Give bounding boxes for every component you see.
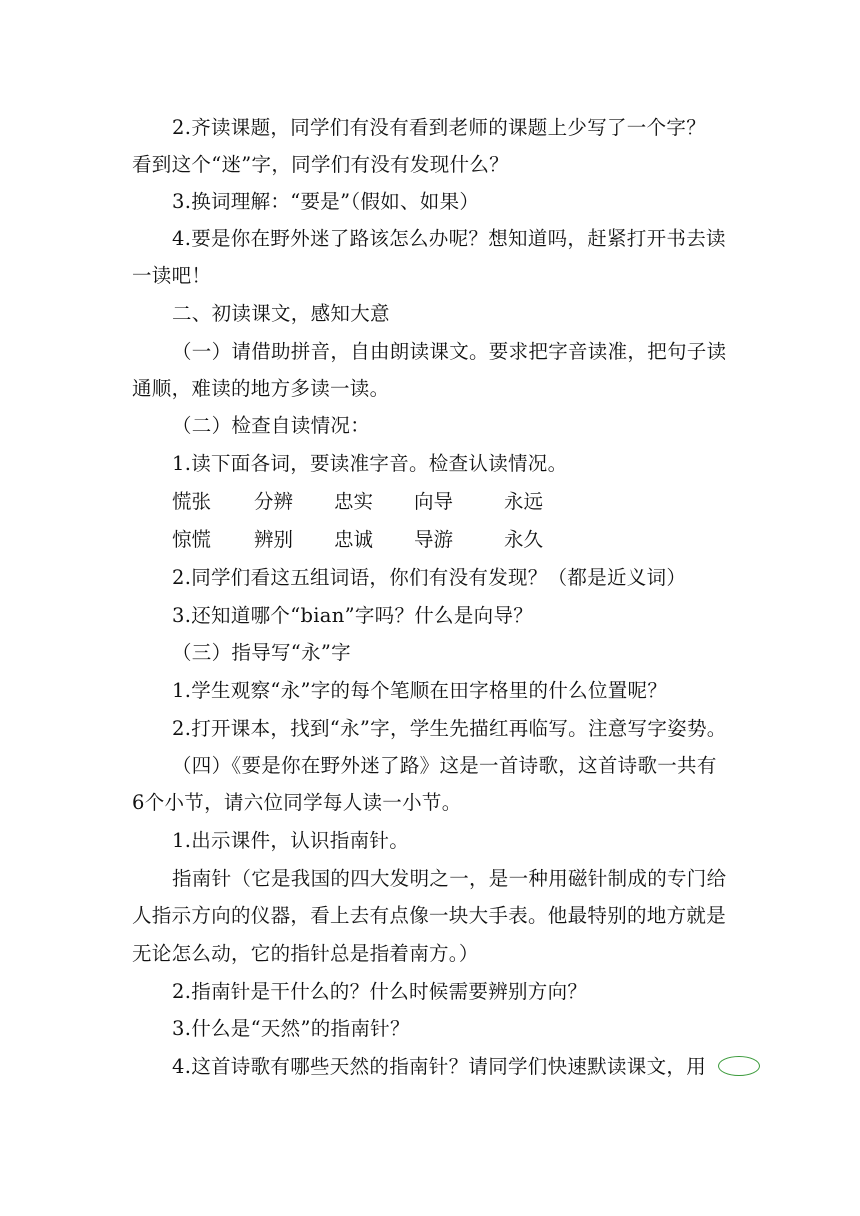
paragraph-line: （一）请借助拼音，自由朗读课文。要求把字音读准，把句子读 bbox=[172, 340, 727, 363]
word-item: 永远 bbox=[504, 490, 544, 513]
paragraph-line: 2.齐读课题，同学们有没有看到老师的课题上少写了一个字？ bbox=[172, 116, 707, 139]
paragraph-line: 指南针（它是我国的四大发明之一，是一种用磁针制成的专门给 bbox=[172, 867, 727, 890]
word-item: 忠诚 bbox=[334, 528, 374, 551]
paragraph-line: 2.指南针是干什么的？什么时候需要辨别方向？ bbox=[172, 980, 588, 1003]
paragraph-line: 1.出示课件，认识指南针。 bbox=[172, 829, 410, 852]
section-heading: 二、初读课文，感知大意 bbox=[172, 302, 390, 325]
paragraph-line: 3.还知道哪个“bian”字吗？什么是向导？ bbox=[172, 604, 534, 627]
subsection-heading: （三）指导写“永”字 bbox=[172, 641, 351, 664]
paragraph-line: 6个小节，请六位同学每人读一小节。 bbox=[132, 791, 462, 814]
paragraph-line: 一读吧！ bbox=[132, 264, 212, 287]
paragraph-line: 3.换词理解：“要是”（假如、如果） bbox=[172, 190, 480, 213]
paragraph-line: 4.要是你在野外迷了路该怎么办呢？想知道吗，赶紧打开书去读 bbox=[172, 227, 726, 250]
oval-mark-shape bbox=[718, 1056, 760, 1076]
word-item: 永久 bbox=[504, 528, 544, 551]
subsection-heading: （四）《要是你在野外迷了路》这是一首诗歌，这首诗歌一共有 bbox=[172, 754, 717, 777]
word-item: 向导 bbox=[414, 490, 454, 513]
word-item: 导游 bbox=[414, 528, 454, 551]
paragraph-line: 2.打开课本，找到“永”字，学生先描红再临写。注意写字姿势。 bbox=[172, 717, 727, 740]
paragraph-line: 看到这个“迷”字，同学们有没有发现什么？ bbox=[132, 153, 509, 176]
word-item: 惊慌 bbox=[172, 528, 212, 551]
paragraph-line: 4.这首诗歌有哪些天然的指南针？请同学们快速默读课文，用 bbox=[172, 1055, 707, 1078]
word-item: 分辨 bbox=[254, 490, 294, 513]
word-item: 辨别 bbox=[254, 528, 294, 551]
word-item: 忠实 bbox=[334, 490, 374, 513]
paragraph-line: 2.同学们看这五组词语，你们有没有发现？（都是近义词） bbox=[172, 566, 687, 589]
word-item: 慌张 bbox=[172, 490, 212, 513]
paragraph-line: 通顺，难读的地方多读一读。 bbox=[132, 377, 390, 400]
paragraph-line: 1.读下面各词，要读准字音。检查认读情况。 bbox=[172, 452, 568, 475]
paragraph-line: 1.学生观察“永”字的每个笔顺在田字格里的什么位置呢？ bbox=[172, 679, 668, 702]
paragraph-line: 人指示方向的仪器，看上去有点像一块大手表。他最特别的地方就是 bbox=[132, 904, 727, 927]
paragraph-line: 无论怎么动，它的指针总是指着南方。） bbox=[132, 942, 479, 965]
subsection-heading: （二）检查自读情况： bbox=[172, 414, 371, 437]
paragraph-line: 3.什么是“天然”的指南针？ bbox=[172, 1017, 410, 1040]
